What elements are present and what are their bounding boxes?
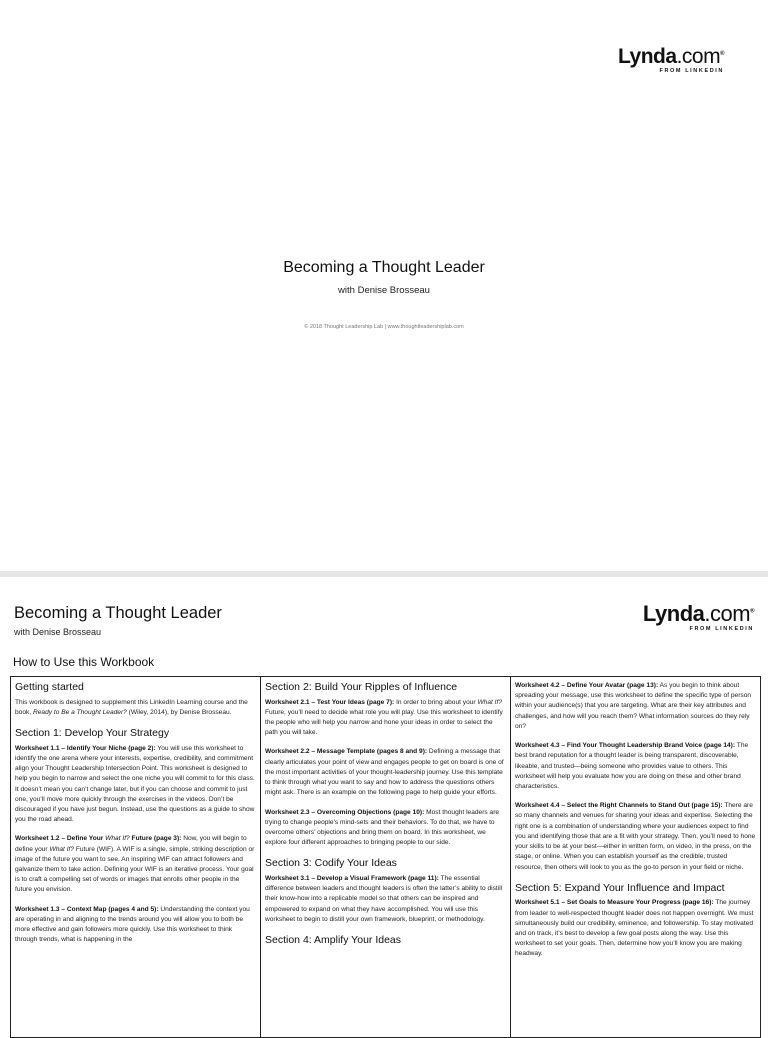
heading-section-2: Section 2: Build Your Ripples of Influence <box>265 681 458 693</box>
column-1 <box>11 677 260 1037</box>
worksheet-2-1: Worksheet 2.1 – Test Your Ideas (page 7): In order to bring about your What If? Future, you’ll need to decide what role you will play. Use this worksheet to identify the people who will help you narrow and hone your ideas in order to select the path you will take. <box>265 698 503 737</box>
worksheet-4-3: Worksheet 4.3 – Find Your Thought Leadership Brand Voice (page 14): The best brand reputation for a thought leader is being transparent, discoverable, likeable, and trusted—being someone who provides value to others. This worksheet will help you evaluate how you are doing on these and other brand characteristics. <box>515 742 749 790</box>
workbook-heading: How to Use this Workbook <box>13 655 155 669</box>
worksheet-5-1: Worksheet 5.1 – Set Goals to Measure Your Progress (page 16): The journey from leader to well-respected thought leader does not happen overnight. We must simultaneously build our credibility, eminence, and followership. To stay motivated and on track, it’s best to develop a few goal posts along the way. Use this worksheet to set your goals. Then, determine how you’ll know you are making headway. <box>515 899 754 958</box>
page-divider <box>0 571 768 577</box>
worksheet-1-1: Worksheet 1.1 – Identify Your Niche (page 2): You will use this worksheet to identify the one arena where your interests, expertise, credibility, and commitment align your Thought Leadership Intersection Point. This worksheet is designed to help you begin to narrow and select the one niche you will commit to for this class. It doesn’t mean you can’t change later, but if you can choose and commit to just one, you’ll move more quickly through the exercises in the videos. Don’t be discouraged if you have just begun. Instead, use the questions as a guide to show you the road ahead. <box>15 744 255 824</box>
worksheet-4-2: Worksheet 4.2 – Define Your Avatar (page 13): As you begin to think about spreading your message, use this worksheet to define the specific type of person within your audience(s) that you are targeting. What are their key attributes and challenges, and how will you reach them? What information sources do they rely on? <box>515 682 752 730</box>
column-2 <box>260 677 510 1037</box>
worksheet-2-3: Worksheet 2.3 – Overcoming Objections (page 10): Most thought leaders are trying to change people’s mind-sets and their behaviors. To do that, we have to overcome others’ objections and bring them on board. In this worksheet, we explore four different approaches to bringing people to our side. <box>265 808 500 847</box>
cover-title: Becoming a Thought Leader <box>283 259 485 276</box>
lynda-logo: Lynda.com® FROM LINKEDIN <box>618 45 724 74</box>
worksheet-1-2: Worksheet 1.2 – Define Your What If? Future (page 3): Now, you will begin to define your What If? Future (WIF). A WIF is a single, simple, striking description or image of the future you want to see. An inspiring WIF can attract followers and galvanize them to take action. Defining your WIF is an iterative process. Your goal is to craft a compelling set of words or images that enrolls other people in the future you envision. <box>15 835 255 894</box>
heading-section-5: Section 5: Expand Your Influence and Impact <box>515 881 725 894</box>
workbook-title: Becoming a Thought Leader <box>14 604 222 622</box>
worksheet-2-2: Worksheet 2.2 – Message Template (pages 8 and 9): Defining a message that clearly articulates your point of view and engages people to get on board is one of the most important activities of your thought-leadership journey. Use this template to think through what you want to say and how to address the questions others might ask. There is an example on the following page to help guide your efforts. <box>265 748 504 797</box>
heading-section-4: Section 4: Amplify Your Ideas <box>265 934 402 947</box>
worksheet-4-4: Worksheet 4.4 – Select the Right Channels to Stand Out (page 15): There are so many channels and venues for sharing your ideas and expertise. Selecting the right one is a combination of understanding where your audiences expect to find you and identifying those that are a fit with your strategy. Then, you’ll need to hone your skills to be at your best—either in written form, on video, in the press, on the stage, or online. When you can establish yourself as the credible, trusted resource, then others will look to you as the go-to person in your field or niche. <box>515 802 756 871</box>
heading-getting-started: Getting started <box>15 681 84 693</box>
cover-copyright: © 2018 Thought Leadership Lab | www.thoughtleadershiplab.com <box>304 324 464 330</box>
heading-section-3: Section 3: Codify Your Ideas <box>265 857 397 870</box>
lynda-logo-page2: Lynda.com® FROM LINKEDIN <box>642 601 754 632</box>
cover-subtitle: with Denise Brosseau <box>338 285 430 296</box>
heading-section-1: Section 1: Develop Your Strategy <box>15 727 170 740</box>
workbook-subtitle: with Denise Brosseau <box>14 627 102 637</box>
column-3 <box>510 677 760 1037</box>
worksheet-3-1: Worksheet 3.1 – Develop a Visual Framework (page 11): The essential difference between leaders and thought leaders is often the latter’s ability to distill their know-how into a replicable model so that others can be inspired and empowered to expand on what they have accomplished. You will use this worksheet to begin to distill your own framework, blueprint, or methodology. <box>265 875 503 923</box>
paragraph-getting-started: This workbook is designed to supplement this LinkedIn Learning course and the book, Ready to Be a Thought Leader? (Wiley, 2014), by Denise Brosseau. <box>15 698 248 716</box>
worksheet-1-3: Worksheet 1.3 – Context Map (pages 4 and 5): Understanding the context you are operating in and aligning to the trends around you will allow you to both be more effective and gain followers more quickly. Use this worksheet to think through trends, what is happening in the <box>15 905 250 944</box>
workbook-table <box>10 676 761 1038</box>
